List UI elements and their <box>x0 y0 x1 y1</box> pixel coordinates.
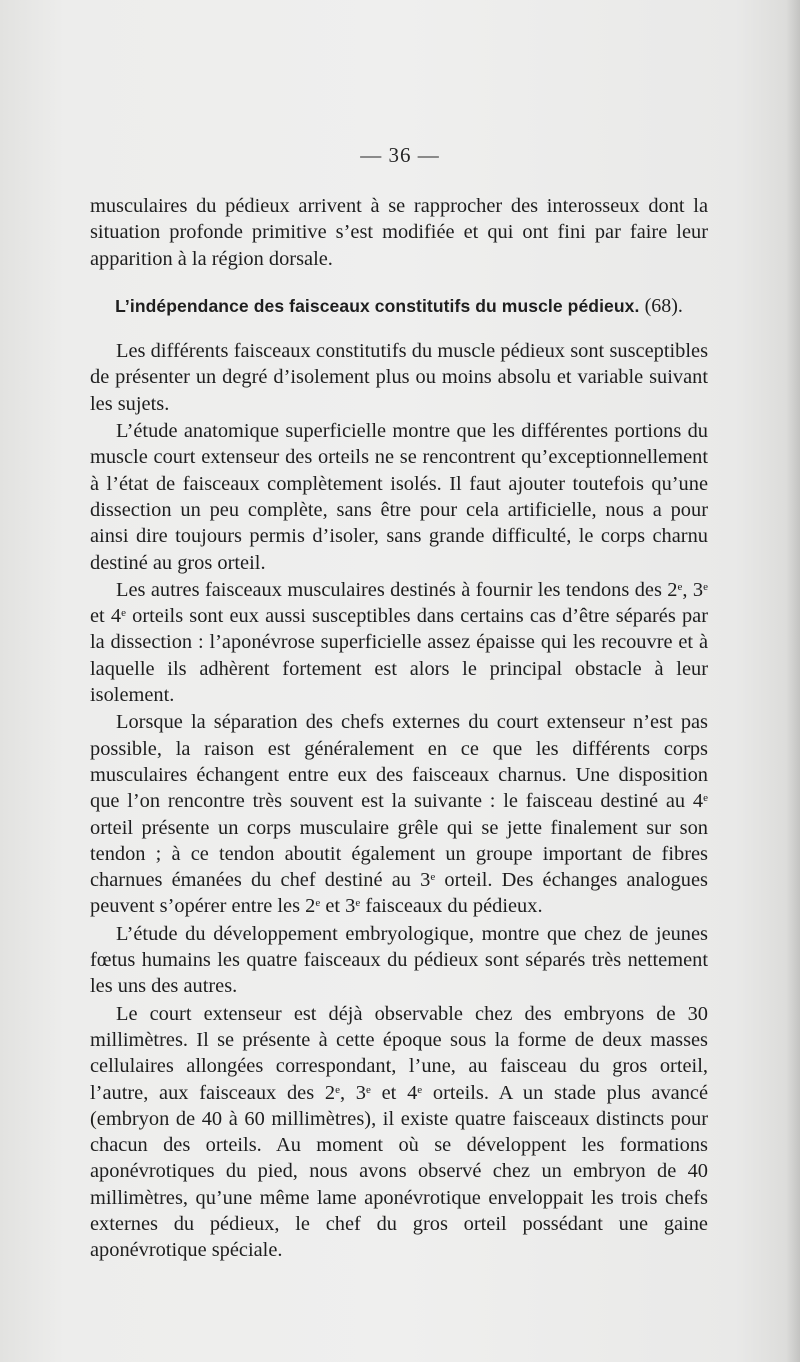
text-run: et 3 <box>320 895 356 918</box>
section-heading-reference: (68). <box>644 294 683 317</box>
paragraph-continuation: musculaires du pédieux arrivent à se rapprocher des interosseux dont la situation profonde primitive s’est modifiée et qui ont fini par faire leur apparition à la région dorsale. <box>90 195 708 270</box>
text-run: faisceaux du pédieux. <box>360 895 543 918</box>
superscript: e <box>703 792 708 805</box>
section-heading-title: L’indépendance des faisceaux constitutifs du muscle pédieux. <box>115 295 640 316</box>
superscript: e <box>335 1083 340 1096</box>
section-heading <box>90 293 708 319</box>
superscript: e <box>430 871 436 884</box>
text-run: , 3 <box>682 578 704 601</box>
paragraph-embryons <box>90 1001 708 1264</box>
text-run: orteils. A un stade plus avancé (embryon de 40 à 60 millimètres), il existe quatre faisceaux distincts pour chacun des orteils. Au moment où se développent les formations aponévrotiques du pied, nous avons observé chez un embryon de 40 millimètres, qu’une même lame aponévrotique enveloppait les trois chefs externes du pédieux, le chef du gros orteil possédant une gaine aponévrotique spéciale. <box>90 1081 708 1262</box>
page-edge-shadow <box>786 0 800 1362</box>
text-run: Le court extenseur est déjà observable chez des embryons de 30 millimètres. Il se présente à cette époque sous la forme de deux masses cellulaires allongées correspondant, l’une, au faisceau du gros orteil, l’autre, aux faisceaux des 2 <box>90 1002 708 1104</box>
text-run: et 4 <box>90 605 122 628</box>
superscript: e <box>417 1083 423 1096</box>
text-run: orteils sont eux aussi susceptibles dans certains cas d’être séparés par la dissection : l’aponévrose superficielle assez épaisse qui les recouvre et à laquelle ils adhèrent fortement est alors le principal obstacle à leur isolement. <box>90 605 708 707</box>
paragraph-developpement: L’étude du développement embryologique, montre que chez de jeunes fœtus humains les quatre faisceaux du pédieux sont séparés très nettement les uns des autres. <box>90 922 708 998</box>
superscript: e <box>121 607 126 620</box>
paragraph-isolement: Les différents faisceaux constitutifs du muscle pédieux sont susceptibles de présenter un degré d’isolement plus ou moins absolu et variable suivant les sujets. <box>90 340 708 415</box>
superscript: e <box>365 1083 371 1096</box>
superscript: e <box>355 897 361 910</box>
body-text <box>90 193 708 1264</box>
text-run: Lorsque la séparation des chefs externes du court extenseur n’est pas possible, la raison est généralement en ce que les différents corps musculaires échangent entre eux des faisceaux charnus. Une disposition que l’on rencontre très souvent est la suivante : le faisceau destiné au 4 <box>90 711 708 813</box>
text-run: orteil présente un corps musculaire grêle qui se jette finalement sur son tendon ; à ce tendon aboutit également un groupe important de fibres charnues émanées du chef destiné au 3 <box>90 816 708 892</box>
text-run: orteil. Des échanges analogues peuvent s’opérer entre les 2 <box>90 869 708 918</box>
paragraph-separation <box>90 709 708 919</box>
page-number: — 36 — <box>360 143 440 167</box>
superscript: e <box>703 580 708 593</box>
paragraph-autres-faisceaux <box>90 577 708 708</box>
superscript: e <box>315 897 321 910</box>
text-run: Les autres faisceaux musculaires destinés à fournir les tendons des 2 <box>116 578 678 601</box>
text-run: , 3 <box>339 1081 366 1104</box>
text-run: et 4 <box>370 1081 418 1104</box>
paragraph-etude-anatomique: L’étude anatomique superficielle montre que les différentes portions du muscle court extenseur des orteils ne se rencontrent qu’exceptionnellement à l’état de faisceaux complètement isolés. Il faut ajouter toutefois qu’une dissection un peu complète, sans être pour cela artificielle, nous a pour ainsi dire toujours permis d’isoler, sans grande difficulté, le corps charnu destiné au gros orteil. <box>90 420 708 574</box>
superscript: e <box>677 580 683 593</box>
